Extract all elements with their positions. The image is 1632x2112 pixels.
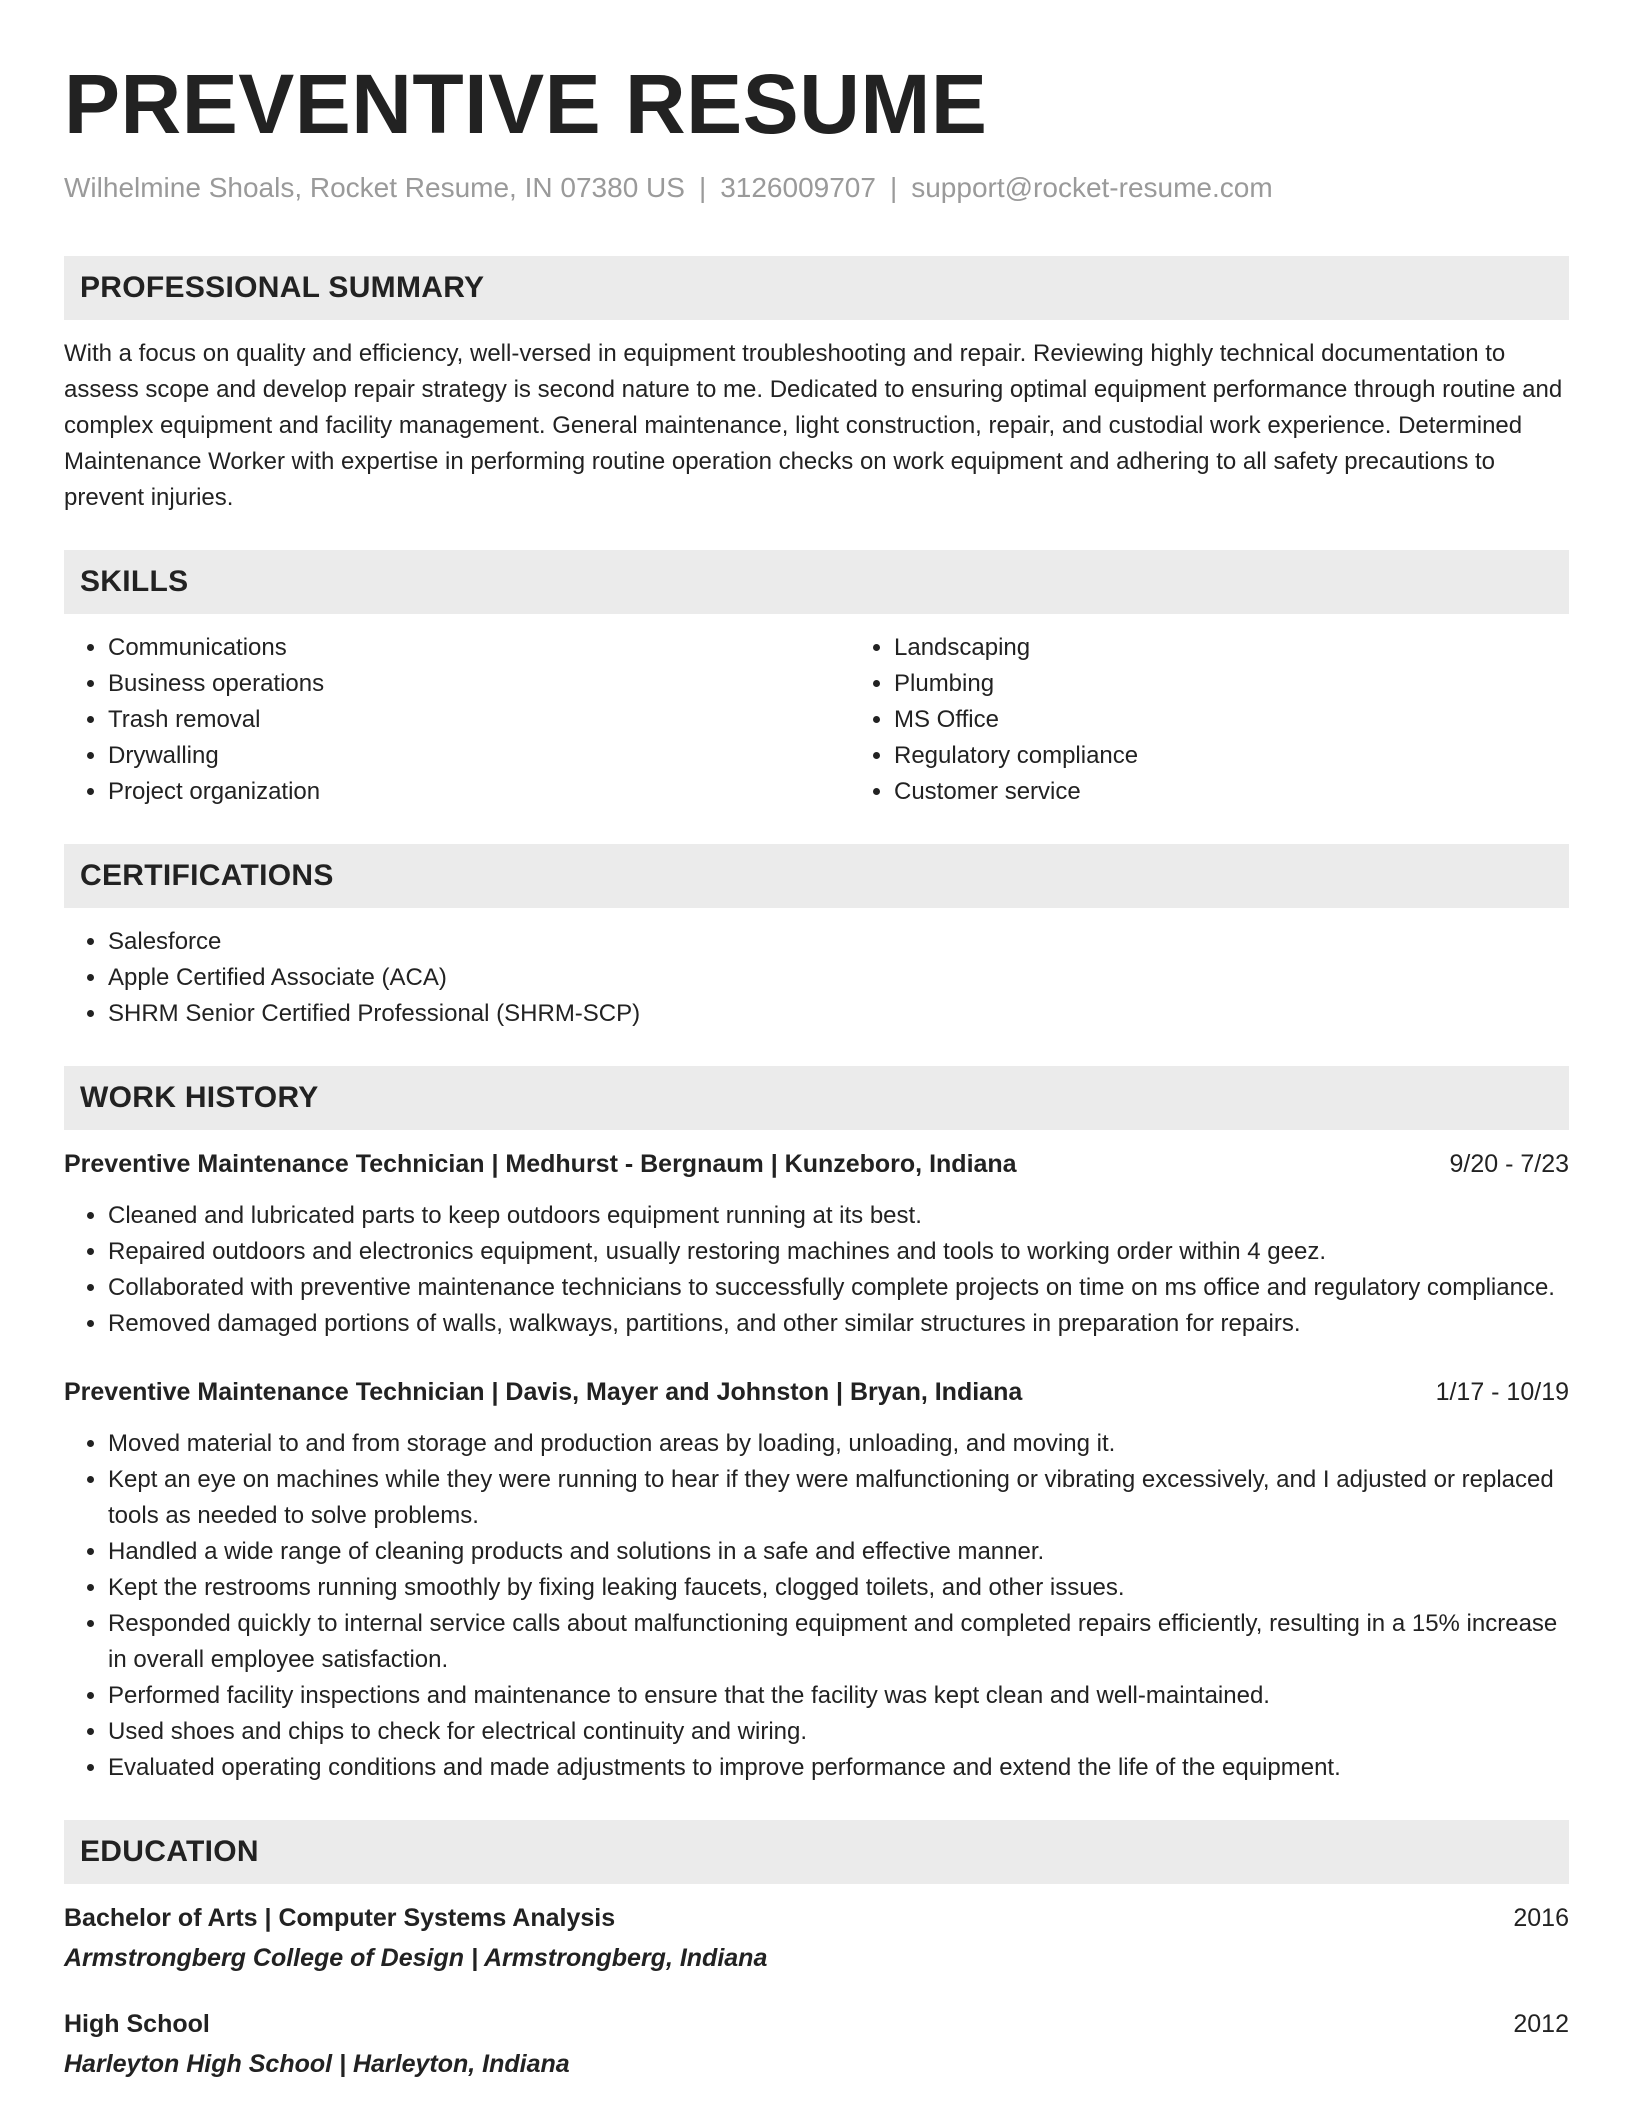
- job-duties-list: [64, 1426, 1569, 1786]
- education-school: Armstrongberg College of Design | Armstrongberg, Indiana: [64, 1944, 768, 1972]
- education-header: [64, 2006, 1569, 2042]
- job-duty: • Kept the restrooms running smoothly by fixing leaking faucets, clogged toilets, and other issues.: [108, 1570, 1569, 1606]
- skill-item: • Trash removal: [108, 702, 850, 738]
- education-school: Harleyton High School | Harleyton, Indiana: [64, 2050, 570, 2078]
- skill-item: • Plumbing: [894, 666, 1569, 702]
- job-title: Preventive Maintenance Technician | Medhurst - Bergnaum | Kunzeboro, Indiana: [64, 1150, 1017, 1178]
- skill-item: • Regulatory compliance: [894, 738, 1569, 774]
- job-duty: • Used shoes and chips to check for electrical continuity and wiring.: [108, 1714, 1569, 1750]
- section-header-certifications: CERTIFICATIONS: [64, 844, 1569, 908]
- education-entry: [64, 2006, 1569, 2082]
- education-year: 2016: [1513, 1904, 1569, 1932]
- job-dates: 9/20 - 7/23: [1449, 1150, 1569, 1178]
- section-header-skills: SKILLS: [64, 550, 1569, 614]
- job-duty: • Performed facility inspections and maintenance to ensure that the facility was kept clean and well-maintained.: [108, 1678, 1569, 1714]
- job-entry: [64, 1374, 1569, 1786]
- contact-separator: |: [698, 172, 707, 203]
- certification-item: • SHRM Senior Certified Professional (SHRM-SCP): [108, 996, 1569, 1032]
- job-duty: • Handled a wide range of cleaning products and solutions in a safe and effective manner.: [108, 1534, 1569, 1570]
- section-header-work-history: WORK HISTORY: [64, 1066, 1569, 1130]
- education-entry: [64, 1900, 1569, 1976]
- skills-grid: [64, 630, 1569, 810]
- job-duty: • Removed damaged portions of walls, walkways, partitions, and other similar structures in preparation for repairs.: [108, 1306, 1569, 1342]
- contact-line: [64, 170, 1569, 206]
- job-duties-list: [64, 1198, 1569, 1342]
- contact-address: Wilhelmine Shoals, Rocket Resume, IN 07380 US: [64, 172, 685, 203]
- section-header-education: EDUCATION: [64, 1820, 1569, 1884]
- job-title: Preventive Maintenance Technician | Davis, Mayer and Johnston | Bryan, Indiana: [64, 1378, 1023, 1406]
- education-header: [64, 1900, 1569, 1936]
- job-duty: • Cleaned and lubricated parts to keep outdoors equipment running at its best.: [108, 1198, 1569, 1234]
- job-header: [64, 1374, 1569, 1410]
- education-year: 2012: [1513, 2010, 1569, 2038]
- skill-item: • Landscaping: [894, 630, 1569, 666]
- summary-text: With a focus on quality and efficiency, well-versed in equipment troubleshooting and repair. Reviewing highly technical documentation to assess scope and develop repair strategy is second nature to me. Dedicated to ensuring optimal equipment performance through routine and complex equipment and facility management. General maintenance, light construction, repair, and custodial work experience. Determined Maintenance Worker with expertise in performing routine operation checks on work equipment and adhering to all safety precautions to prevent injuries.: [64, 340, 1563, 511]
- certification-item: • Salesforce: [108, 924, 1569, 960]
- job-duty: • Kept an eye on machines while they were running to hear if they were malfunctioning or vibrating excessively, and I adjusted or replaced tools as needed to solve problems.: [108, 1462, 1569, 1534]
- skill-item: • Business operations: [108, 666, 850, 702]
- contact-separator: |: [889, 172, 898, 203]
- skill-item: • Project organization: [108, 774, 850, 810]
- skill-item: • Drywalling: [108, 738, 850, 774]
- contact-email: support@rocket-resume.com: [911, 172, 1273, 203]
- job-duty: • Repaired outdoors and electronics equipment, usually restoring machines and tools to working order within 4 geez.: [108, 1234, 1569, 1270]
- job-header: [64, 1146, 1569, 1182]
- certifications-list: [64, 924, 1569, 1032]
- job-duty: • Responded quickly to internal service calls about malfunctioning equipment and completed repairs efficiently, resulting in a 15% increase in overall employee satisfaction.: [108, 1606, 1569, 1678]
- education-degree: High School: [64, 2010, 210, 2038]
- job-duty: • Collaborated with preventive maintenance technicians to successfully complete projects on time on ms office and regulatory compliance.: [108, 1270, 1569, 1306]
- education-degree: Bachelor of Arts | Computer Systems Analysis: [64, 1904, 616, 1932]
- contact-phone: 3126009707: [720, 172, 876, 203]
- job-dates: 1/17 - 10/19: [1435, 1378, 1569, 1406]
- skill-item: • Communications: [108, 630, 850, 666]
- job-entry: [64, 1146, 1569, 1342]
- job-duty: • Moved material to and from storage and production areas by loading, unloading, and moving it.: [108, 1426, 1569, 1462]
- resume-name: PREVENTIVE RESUME: [64, 57, 988, 151]
- job-duty: • Evaluated operating conditions and made adjustments to improve performance and extend the life of the equipment.: [108, 1750, 1569, 1786]
- certification-item: • Apple Certified Associate (ACA): [108, 960, 1569, 996]
- skill-item: • MS Office: [894, 702, 1569, 738]
- skills-list-right: [850, 630, 1569, 810]
- skills-list-left: [64, 630, 850, 810]
- skill-item: • Customer service: [894, 774, 1569, 810]
- section-header-summary: PROFESSIONAL SUMMARY: [64, 256, 1569, 320]
